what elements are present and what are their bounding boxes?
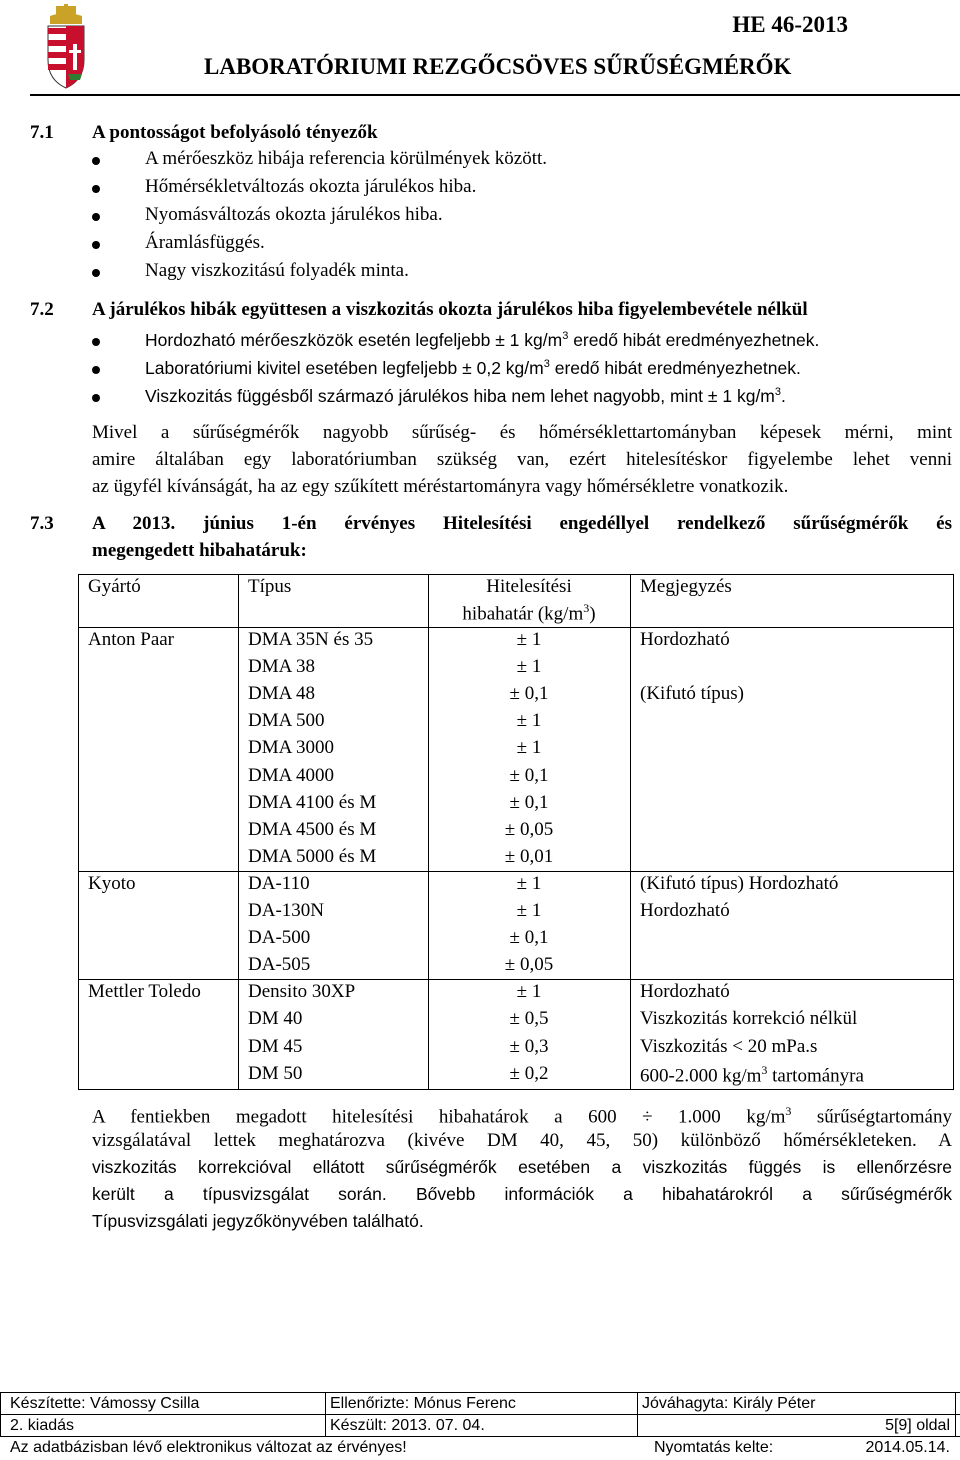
table-cell-type: DM 40 — [248, 1008, 303, 1030]
table-cell-type: DMA 4500 és M — [248, 818, 377, 840]
section-7-3-number: 7.3 — [30, 513, 54, 534]
closing-paragraph-line: A fentiekben megadott hitelesítési hibahatárok a 600 ÷ 1.000 $kg/m^3$ sűrűségtartomány — [92, 1104, 952, 1128]
table-cell-type: DMA 500 — [248, 710, 325, 732]
footer-printed-label: Nyomtatás kelte: — [654, 1439, 774, 1456]
paragraph-line: az ügyfél kívánságát, ha az egy szűkített méréstartományra vagy hőmérsékletre vonatkozik. — [92, 476, 789, 497]
closing-paragraph-line: került a típusvizsgálat során. Bővebb információk a hibahatárokról a sűrűségmérők — [92, 1184, 952, 1204]
section-7-2-number: 7.2 — [30, 299, 54, 320]
section-7-1-number: 7.1 — [30, 122, 54, 143]
footer-printed-date: 2014.05.14. — [865, 1439, 950, 1456]
footer-checked-by: Ellenőrizte: Mónus Ferenc — [330, 1395, 516, 1412]
table-cell-limit: ± 0,2 — [509, 1062, 549, 1084]
list-item: Viszkozitás függésből származó járulékos hiba nem lehet nagyobb, mint ± 1 $kg/m^3$. — [145, 386, 786, 406]
table-cell-note: 600-2.000 $kg/m^3$ tartományra — [640, 1063, 864, 1087]
table-cell-note: Hordozható — [640, 629, 730, 650]
table-cell-limit: ± 0,1 — [509, 791, 549, 813]
table-cell-manufacturer: Kyoto — [88, 872, 136, 894]
table-cell-limit: ± 0,3 — [509, 1035, 549, 1057]
bullet-icon — [92, 213, 100, 221]
column-header-limit-unit: hibahatár $(kg/m^3)$ — [462, 601, 596, 625]
table-cell-limit: ± 1 — [516, 656, 542, 678]
bullet-icon — [92, 241, 100, 249]
table-cell-manufacturer: Mettler Toledo — [88, 981, 201, 1003]
table-cell-note: (Kifutó típus) — [640, 683, 744, 705]
column-header-type: Típus — [248, 576, 292, 597]
bullet-icon — [92, 157, 100, 165]
table-cell-note: (Kifutó típus) Hordozható — [640, 872, 839, 894]
list-item: Áramlásfüggés. — [145, 232, 265, 253]
bullet-icon — [92, 366, 100, 374]
table-cell-limit: ± 0,01 — [504, 845, 554, 867]
table-cell-limit: ± 0,1 — [509, 927, 549, 949]
table-cell-type: DMA 38 — [248, 656, 316, 678]
footer-prepared-by: Készítette: Vámossy Csilla — [10, 1395, 200, 1412]
bullet-icon — [92, 185, 100, 193]
table-cell-limit: ± 1 — [516, 737, 542, 759]
closing-paragraph-line: Típusvizsgálati jegyzőkönyvében található. — [92, 1211, 424, 1231]
table-cell-limit: ± 1 — [516, 710, 542, 732]
column-header-limit: Hitelesítési — [486, 576, 572, 597]
table-cell-type: DA-110 — [248, 872, 310, 894]
table-cell-limit: ± 0,05 — [504, 818, 554, 840]
table-cell-limit: ± 1 — [516, 981, 542, 1003]
table-cell-note: Viszkozitás < 20 mPa.s — [640, 1035, 818, 1057]
list-item: A mérőeszköz hibája referencia körülmények között. — [145, 148, 547, 169]
table-cell-manufacturer: Anton Paar — [88, 629, 175, 650]
footer-created: Készült: 2013. 07. 04. — [330, 1417, 485, 1434]
table-cell-note: Hordozható — [640, 900, 730, 921]
section-7-2-title: A járulékos hibák együttesen a viszkozitás okozta járulékos hiba figyelembevétele nélkül — [92, 299, 808, 320]
paragraph-line: Mivel a sűrűségmérők nagyobb sűrűség- és hőmérséklettartományban képesek mérni, mint — [92, 422, 952, 443]
coat-of-arms-icon — [44, 4, 88, 90]
table-cell-limit: ± 1 — [516, 900, 542, 921]
table-cell-type: DA-505 — [248, 954, 311, 976]
bullet-icon — [92, 269, 100, 277]
table-cell-type: DM 50 — [248, 1062, 303, 1084]
table-cell-type: DA-130N — [248, 900, 324, 921]
document-code: HE 46-2013 — [732, 12, 848, 37]
table-cell-limit: ± 1 — [516, 629, 542, 650]
table-cell-type: DMA 4000 — [248, 764, 335, 786]
footer-validity-note: Az adatbázisban lévő elektronikus változat az érvényes! — [10, 1439, 407, 1456]
list-item: Hordozható mérőeszközök esetén legfeljebb ± 1 $kg/m^3$ eredő hibát eredményezhetnek. — [145, 330, 820, 350]
paragraph-line: amire általában egy laboratóriumban szükség van, ezért hitelesítéskor figyelembe lehet venni — [92, 449, 952, 470]
table-cell-limit: ± 0,5 — [509, 1008, 549, 1030]
column-header-note: Megjegyzés — [640, 576, 732, 597]
table-cell-note: Viszkozitás korrekció nélkül — [640, 1008, 858, 1030]
table-cell-limit: ± 0,1 — [509, 683, 549, 705]
column-header-manufacturer: Gyártó — [88, 576, 141, 597]
list-item: Nyomásváltozás okozta járulékos hiba. — [145, 204, 443, 225]
section-7-3-title-cont: megengedett hibahatáruk: — [92, 540, 307, 561]
bullet-icon — [92, 394, 100, 402]
table-cell-limit: ± 1 — [516, 872, 542, 894]
table-cell-type: DMA 3000 — [248, 737, 335, 759]
table-cell-type: DMA 48 — [248, 683, 316, 705]
table-cell-type: DMA 4100 és M — [248, 791, 377, 813]
table-cell-type: Densito 30XP — [248, 981, 356, 1003]
table-cell-limit: ± 0,1 — [509, 764, 549, 786]
page-header — [30, 0, 960, 96]
table-cell-type: DMA 5000 és M — [248, 845, 377, 867]
section-7-3-title: A 2013. június 1-én érvényes Hitelesítési engedéllyel rendelkező sűrűségmérők és — [92, 513, 952, 534]
footer-approved-by: Jóváhagyta: Király Péter — [642, 1395, 816, 1412]
list-item: Hőmérsékletváltozás okozta járulékos hiba. — [145, 176, 477, 197]
closing-paragraph-line: viszkozitás korrekcióval ellátott sűrűségmérők esetében a viszkozitás függés is ellenőrzésre — [92, 1157, 952, 1177]
footer-edition: 2. kiadás — [10, 1417, 75, 1434]
table-cell-type: DMA 35N és 35 — [248, 629, 374, 650]
table-cell-type: DA-500 — [248, 927, 311, 949]
table-cell-type: DM 45 — [248, 1035, 303, 1057]
table-cell-note: Hordozható — [640, 981, 730, 1003]
list-item: Laboratóriumi kivitel esetében legfeljebb ± 0,2 $kg/m^3$ eredő hibát eredményezhetnek. — [145, 358, 801, 378]
list-item: Nagy viszkozitású folyadék minta. — [145, 260, 409, 281]
closing-paragraph-line: vizsgálatával lettek meghatározva (kivéve DM 40, 45, 50) különböző hőmérsékleteken. A — [92, 1130, 952, 1151]
bullet-icon — [92, 338, 100, 346]
section-7-1-title: A pontosságot befolyásoló tényezők — [92, 122, 378, 143]
table-cell-limit: ± 0,05 — [504, 954, 554, 976]
footer-page-number: 5[9] oldal — [885, 1417, 950, 1434]
document-title: LABORATÓRIUMI REZGŐCSÖVES SŰRŰSÉGMÉRŐK — [204, 54, 792, 79]
